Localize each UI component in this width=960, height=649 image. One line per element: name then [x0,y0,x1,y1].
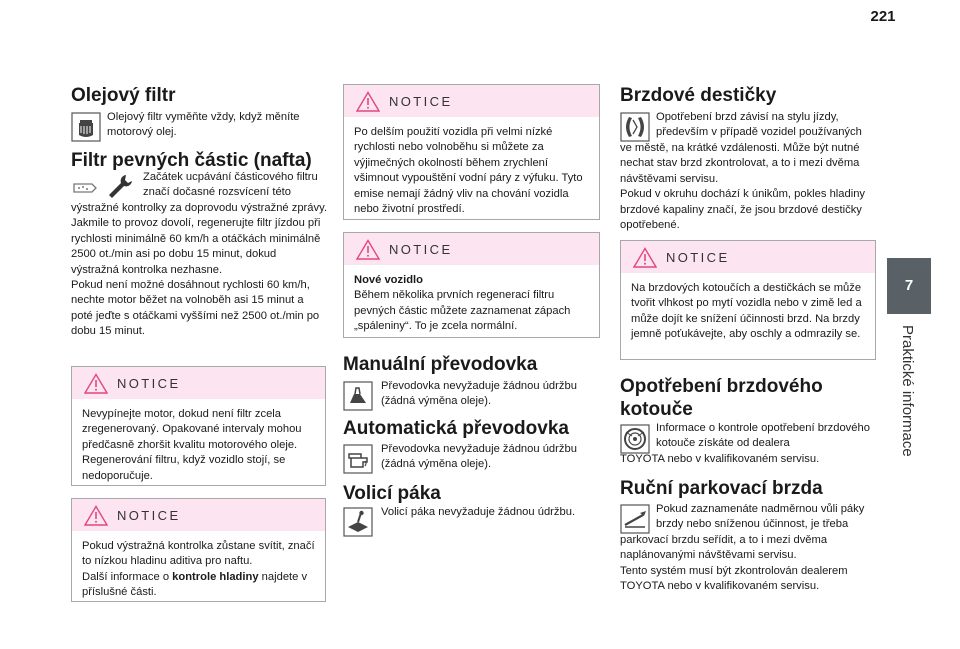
notice-4-text: Během několika prvních regenerací filtru pevných částic můžete zaznamenat zápach „spáleniny“. To je zcela normální. [354,289,571,333]
particle-filter-warning-icon [71,176,101,200]
automatic-gearbox-heading: Automatická převodovka [343,418,569,439]
brake-disc-text-1: Informace o kontrole opotřebení brzdového kotouče získáte od dealera [656,422,870,450]
notice-label: NOTICE [389,242,453,257]
notice-header [621,241,875,273]
notice-box-3 [343,84,600,220]
warning-triangle-icon [356,91,380,112]
particle-filter-text-1: Začátek ucpávání částicového filtru značí dočasné rozsvícení této [143,171,318,199]
chapter-tab[interactable] [887,258,931,314]
parking-brake-text-2: parkovací brzdu seřídit, a to i mezi dvěma naplánovanými návštěvami servisu. Tento systém musí být zkontrolován dealerem TOYOTA nebo v kvalifikovaném servisu. [620,534,848,593]
notice-header [72,499,325,531]
brake-disc-heading-line-1: Opotřebení brzdového [620,376,823,397]
parking-brake-icon [620,504,650,534]
gear-lever-icon [343,507,373,537]
notice-5-text: Na brzdových kotoučích a destičkách se může tvořit vlhkost po mytí vozidla nebo v zimě led a může dojít ke snížení účinnosti brzd. Na brzdy jemně poťukávejte, aby oschly a odmrazily se. [631,282,862,341]
notice-4-title: Nové vozidlo [354,274,423,286]
particle-filter-heading: Filtr pevných částic (nafta) [71,150,312,171]
warning-triangle-icon [356,239,380,260]
notice-label: NOTICE [666,250,730,265]
wrench-icon [105,172,135,202]
notice-box-2 [71,498,326,602]
brake-disc-icon [620,424,650,454]
gearbox-oil-icon [343,381,373,411]
notice-label: NOTICE [117,376,181,391]
brake-disc-text-2: TOYOTA nebo v kvalifikovaném servisu. [620,453,820,465]
notice-1-text: Nevypínejte motor, dokud není filtr zcela zregenerovaný. Opakované intervaly mohou předčasně zhoršit kvalitu motorového oleje. Regenerování filtru, když vozidlo stojí, se nedoporučuje. [82,408,302,482]
chapter-number: 7 [904,277,914,294]
notice-2-text-a: Pokud výstražná kontrolka zůstane svítit, značí to nízkou hladinu aditiva pro naftu. Další informace o [82,540,315,583]
warning-triangle-icon [84,505,108,526]
warning-triangle-icon [84,373,108,394]
brake-pads-heading: Brzdové destičky [620,85,777,106]
brake-pads-text-2: ve městě, na krátké vzdálenosti. Může být nutné nechat stav brzd zkontrolovat, a to i mezi dvěma návštěvami servisu. Pokud v okruhu dochází k únikům, pokles hladiny brzdové kapaliny značí, že jsou brzdové destičky opotřebené. [620,142,866,232]
oil-filter-icon [71,112,101,142]
gear-lever-text: Volicí páka nevyžaduje žádnou údržbu. [381,506,576,518]
notice-box-5 [620,240,876,360]
automatic-gearbox-text: Převodovka nevyžaduje žádnou údržbu (žádná výměna oleje). [381,443,577,471]
chapter-label-text: Praktické informace [899,325,916,457]
notice-2-text-bold[interactable]: kontrole hladiny [172,570,259,583]
oil-filter-heading: Olejový filtr [71,85,176,106]
notice-box-1 [71,366,326,486]
notice-label: NOTICE [117,508,181,523]
manual-gearbox-text: Převodovka nevyžaduje žádnou údržbu (žádná výměna oleje). [381,380,577,408]
notice-box-4 [343,232,600,338]
brake-pads-icon [620,112,650,142]
notice-2-text [72,531,325,609]
manual-gearbox-heading: Manuální převodovka [343,354,538,375]
gear-lever-heading: Volicí páka [343,483,441,504]
oil-filter-text: Olejový filtr vyměňte vždy, když měníte motorový olej. [107,111,300,139]
parking-brake-heading: Ruční parkovací brzda [620,478,823,499]
notice-4-body [344,265,599,343]
notice-label: NOTICE [389,94,453,109]
particle-filter-text-2: výstražné kontrolky za doprovodu výstražné zprávy. Jakmile to provoz dovolí, regenerujte filtr jízdou při rychlosti minimálně 60 km/h a otáčkách minimálně 2500 ot./min asi po dobu 15 minut, dokud výstražná kontrolka nezhasne. Pokud není možné dosáhnout rychlosti 60 km/h, nechte motor běžet na volnoběh asi 15 minut a poté jeďte s otáčkami vyššími než 2500 ot./min po dobu 15 minut. [71,202,327,338]
page-number: 221 [870,8,896,25]
notice-header [72,367,325,399]
brake-disc-heading-line-2: kotouče [620,399,693,420]
notice-3-text: Po delším použití vozidla při velmi nízké rychlosti nebo volnoběhu si můžete za výjimečných okolností během zrychlení všimnout vypouštění vodní páry z výfuku. Tyto emise nemají žádný vliv na chování vozidla nebo životní prostředí. [354,126,583,216]
notice-2-text-b: najdete v příslušné části. [82,570,308,599]
brake-pads-text-1: Opotřebení brzd závisí na stylu jízdy, především v případě vozidel používaných [656,111,862,139]
warning-triangle-icon [633,247,657,268]
gearbox-oil-icon [343,444,373,474]
chapter-label [899,325,916,525]
notice-header [344,233,599,265]
notice-header [344,85,599,117]
parking-brake-text-1: Pokud zaznamenáte nadměrnou vůli páky brzdy nebo sníženou účinnost, je třeba [656,503,865,531]
